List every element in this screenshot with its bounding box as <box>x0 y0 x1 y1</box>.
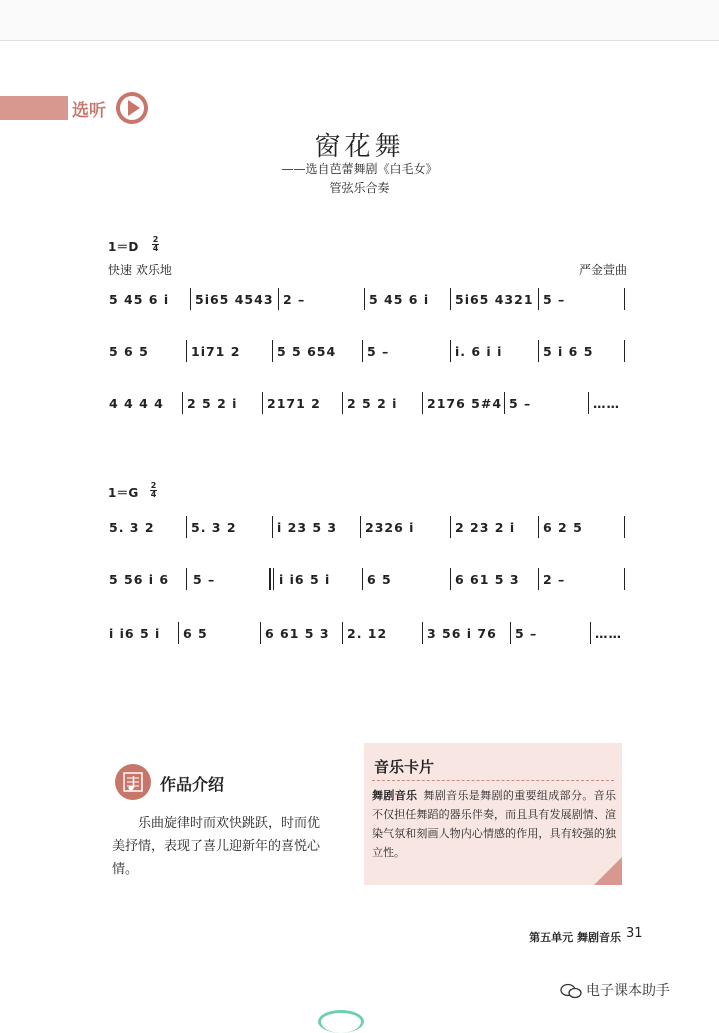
continuation-mark: …… <box>595 626 622 641</box>
barline <box>262 392 263 414</box>
barline <box>450 568 451 590</box>
barline <box>510 622 511 644</box>
section-tag-label: 选听 <box>72 101 106 121</box>
measure: 5 – <box>515 626 538 641</box>
measure: i i6 5 i <box>109 626 161 641</box>
barline <box>450 516 451 538</box>
measure: 5 – <box>543 292 566 307</box>
footer-unit: 第五单元 舞剧音乐 <box>529 931 621 944</box>
measure: 5 45 6 i <box>369 292 430 307</box>
barline <box>186 568 187 590</box>
measure: 2326 i <box>365 520 415 535</box>
measure: 6 61 5 3 <box>265 626 330 641</box>
measure: 2 5 2 i <box>187 396 238 411</box>
music-card-text: 舞剧音乐是舞剧的重要组成部分。音乐不仅担任舞蹈的器乐伴奏，而且具有发展剧情、渲染气氛和刻画人物内心情感的作用，具有较强的独立性。 <box>372 789 617 859</box>
score1-row-3 <box>106 390 626 418</box>
measure: 5 – <box>193 572 216 587</box>
measure: 5 – <box>367 344 390 359</box>
play-icon[interactable] <box>116 92 148 124</box>
measure: 6 61 5 3 <box>455 572 520 587</box>
continuation-mark: …… <box>593 396 620 411</box>
barline <box>422 622 423 644</box>
measure: 1i71 2 <box>191 344 241 359</box>
score1-row-2 <box>106 338 626 366</box>
piece-subtitle: ——选自芭蕾舞剧《白毛女》 <box>281 162 438 176</box>
measure: i i6 5 i <box>279 572 331 587</box>
intro-text: 乐曲旋律时而欢快跳跃，时而优美抒情，表现了喜儿迎新年的喜悦心情。 <box>112 816 321 877</box>
barline <box>538 340 539 362</box>
barline <box>186 340 187 362</box>
barline <box>273 568 274 590</box>
measure: 2 23 2 i <box>455 520 516 535</box>
intro-title: 作品介绍 <box>160 775 225 794</box>
measure: 6 5 <box>183 626 208 641</box>
measure: 4 4 4 4 <box>109 396 164 411</box>
score1-time-signature <box>152 236 159 253</box>
measure: 2. 12 <box>347 626 388 641</box>
measure: 2 – <box>283 292 306 307</box>
score2-time-bottom: 4 <box>150 490 157 499</box>
piece-ensemble: 管弦乐合奏 <box>329 181 390 195</box>
barline <box>362 568 363 590</box>
music-card-body <box>372 786 616 862</box>
score1-tempo: 快速 欢乐地 <box>108 263 172 277</box>
barline <box>624 340 625 362</box>
page-number: 31 <box>626 926 643 941</box>
barline <box>360 516 361 538</box>
score2-row-3 <box>106 620 626 648</box>
score1-time-bottom: 4 <box>152 244 159 253</box>
measure: 5 i 6 5 <box>543 344 594 359</box>
barline <box>278 288 279 310</box>
score2-time-top: 2 <box>150 481 157 490</box>
measure: 2 – <box>543 572 566 587</box>
measure: 2171 2 <box>267 396 321 411</box>
score2-time-signature <box>150 482 157 499</box>
measure: 5 45 6 i <box>109 292 170 307</box>
barline <box>178 622 179 644</box>
measure: 5 6 5 <box>109 344 149 359</box>
measure: 5. 3 2 <box>109 520 155 535</box>
barline <box>364 288 365 310</box>
measure: i 23 5 3 <box>277 520 338 535</box>
score2-row-1 <box>106 514 626 542</box>
music-card-term: 舞剧音乐 <box>372 789 418 802</box>
score2-key: 1＝G <box>108 486 139 500</box>
measure: 5 56 i 6 <box>109 572 170 587</box>
music-card-title: 音乐卡片 <box>374 758 435 776</box>
music-note-icon <box>115 764 151 800</box>
repeat-barline <box>269 568 271 590</box>
barline <box>504 392 505 414</box>
score1-key: 1＝D <box>108 240 139 254</box>
barline <box>182 392 183 414</box>
barline <box>342 622 343 644</box>
barline <box>538 516 539 538</box>
measure: 5 5 654 <box>277 344 337 359</box>
barline <box>538 288 539 310</box>
barline <box>362 340 363 362</box>
score1-composer: 严金萱曲 <box>578 263 627 277</box>
chat-bubble-icon <box>560 983 582 999</box>
barline <box>190 288 191 310</box>
measure: 5. 3 2 <box>191 520 237 535</box>
measure: 2176 5#4 <box>427 396 503 411</box>
piece-title: 窗花舞 <box>314 132 405 162</box>
barline <box>624 516 625 538</box>
barline <box>342 392 343 414</box>
barline <box>624 568 625 590</box>
music-card-divider <box>372 780 614 781</box>
measure: 5i65 4321 <box>455 292 534 307</box>
barline <box>538 568 539 590</box>
barline <box>272 516 273 538</box>
measure: 6 5 <box>367 572 392 587</box>
score2-row-2 <box>106 566 626 594</box>
watermark <box>560 980 670 1000</box>
score1-time-top: 2 <box>152 235 159 244</box>
page-top-strip <box>0 0 719 41</box>
measure: i. 6 i i <box>455 344 503 359</box>
measure: 3 56 i 76 <box>427 626 497 641</box>
watermark-text: 电子课本助手 <box>586 983 670 999</box>
barline <box>260 622 261 644</box>
barline <box>422 392 423 414</box>
measure: 6 2 5 <box>543 520 583 535</box>
measure: 5i65 4543 <box>195 292 274 307</box>
barline <box>450 288 451 310</box>
section-tag-bar <box>0 96 68 120</box>
bottom-decoration <box>318 1010 364 1033</box>
barline <box>450 340 451 362</box>
barline <box>624 288 625 310</box>
barline <box>588 392 589 414</box>
barline <box>272 340 273 362</box>
barline <box>186 516 187 538</box>
measure: 2 5 2 i <box>347 396 398 411</box>
measure: 5 – <box>509 396 532 411</box>
barline <box>590 622 591 644</box>
score1-row-1 <box>106 286 626 314</box>
